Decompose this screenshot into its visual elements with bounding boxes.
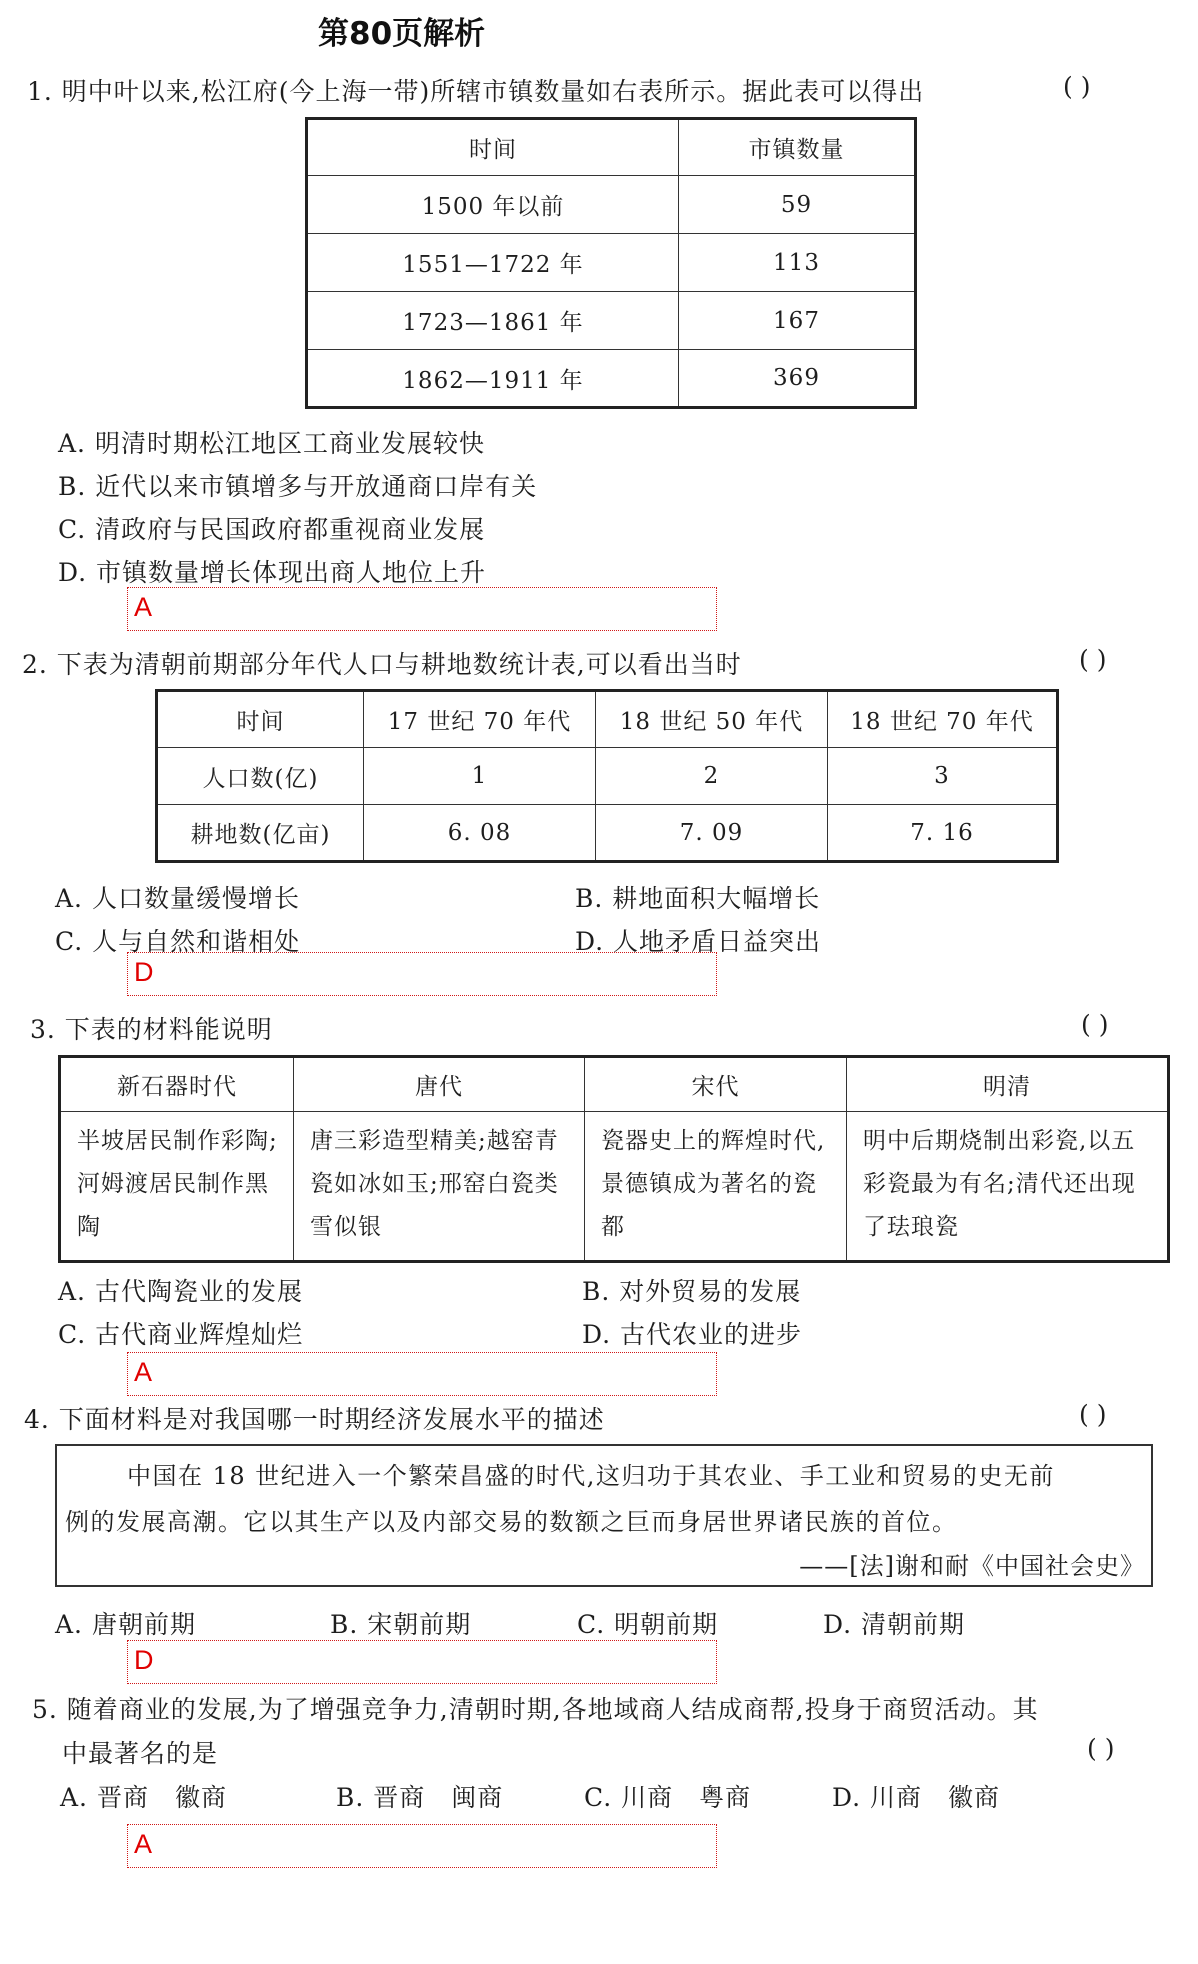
table-cell: 59: [679, 176, 916, 234]
page-title: 第80页解析: [318, 16, 486, 52]
table-cell: 瓷器史上的辉煌时代,景德镇成为著名的瓷都: [585, 1112, 847, 1262]
question-1-table: [305, 117, 917, 409]
table-cell: 唐三彩造型精美;越窑青瓷如冰如玉;邢窑白瓷类雪似银: [294, 1112, 585, 1262]
table-cell: 6. 08: [364, 805, 596, 862]
question-3-answer: A: [134, 1357, 153, 1387]
question-2-option-b: B. 耕地面积大幅增长: [575, 884, 821, 913]
question-1-answer: A: [134, 592, 153, 622]
question-3-table: [58, 1055, 1170, 1263]
quote-text: 例的发展高潮。它以其生产以及内部交易的数额之巨而身居世界诸民族的首位。: [65, 1508, 958, 1536]
question-3-option-a: A. 古代陶瓷业的发展: [58, 1277, 303, 1306]
question-4-option-a: A. 唐朝前期: [55, 1610, 196, 1639]
question-2-answer-bracket: ( ): [1079, 645, 1107, 674]
table-cell: 167: [679, 292, 916, 350]
table-cell: 人口数(亿): [157, 748, 364, 805]
question-5-option-c: C. 川商 粤商: [584, 1783, 752, 1812]
question-5-answer-bracket: ( ): [1087, 1734, 1115, 1763]
table-header-cell: 明清: [847, 1057, 1169, 1112]
question-5-option-a: A. 晋商 徽商: [60, 1783, 227, 1812]
quote-text: 中国在 18 世纪进入一个繁荣昌盛的时代,这归功于其农业、手工业和贸易的史无前: [127, 1462, 1055, 1490]
table-header-cell: 18 世纪 70 年代: [828, 691, 1058, 748]
table-row: [307, 176, 916, 234]
table-cell: 半坡居民制作彩陶;河姆渡居民制作黑陶: [60, 1112, 294, 1262]
table-header-cell: 18 世纪 50 年代: [596, 691, 828, 748]
table-cell: 2: [596, 748, 828, 805]
question-5-stem: 5. 随着商业的发展,为了增强竞争力,清朝时期,各地域商人结成商帮,投身于商贸活动。其: [32, 1695, 1039, 1724]
table-row: [157, 748, 1058, 805]
quote-source: ——[法]谢和耐《中国社会史》: [799, 1552, 1145, 1580]
question-4-option-c: C. 明朝前期: [577, 1610, 719, 1639]
table-row: [60, 1112, 1169, 1262]
question-2-option-d: D. 人地矛盾日益突出: [575, 927, 822, 956]
question-2-table: [155, 689, 1059, 863]
table-cell: 7. 16: [828, 805, 1058, 862]
question-2-option-a: A. 人口数量缓慢增长: [55, 884, 300, 913]
question-1-option-d: D. 市镇数量增长体现出商人地位上升: [58, 558, 487, 587]
question-1-option-c: C. 清政府与民国政府都重视商业发展: [58, 515, 486, 544]
table-cell: 1500 年以前: [307, 176, 679, 234]
question-1-stem: 1. 明中叶以来,松江府(今上海一带)所辖市镇数量如右表所示。据此表可以得出: [27, 77, 925, 106]
question-4-option-b: B. 宋朝前期: [330, 1610, 472, 1639]
question-4-answer: D: [134, 1645, 154, 1675]
table-cell: 耕地数(亿亩): [157, 805, 364, 862]
question-3-option-d: D. 古代农业的进步: [582, 1320, 803, 1349]
table-cell: 1723—1861 年: [307, 292, 679, 350]
question-1-answer-box: [127, 587, 717, 631]
question-4-option-d: D. 清朝前期: [823, 1610, 966, 1639]
question-3-stem: 3. 下表的材料能说明: [30, 1015, 273, 1044]
table-header-cell: 17 世纪 70 年代: [364, 691, 596, 748]
question-3-option-b: B. 对外贸易的发展: [582, 1277, 802, 1306]
question-4-stem: 4. 下面材料是对我国哪一时期经济发展水平的描述: [24, 1405, 605, 1434]
question-4-quote-box: [55, 1444, 1153, 1587]
table-header-cell: 唐代: [294, 1057, 585, 1112]
question-1-option-b: B. 近代以来市镇增多与开放通商口岸有关: [58, 472, 538, 501]
table-cell: 369: [679, 350, 916, 408]
table-cell: 1551—1722 年: [307, 234, 679, 292]
table-cell: 113: [679, 234, 916, 292]
table-header-cell: 新石器时代: [60, 1057, 294, 1112]
question-5-stem-continued: 中最著名的是: [62, 1739, 219, 1768]
question-3-answer-box: [127, 1352, 717, 1396]
table-row: [157, 805, 1058, 862]
question-5-option-d: D. 川商 徽商: [832, 1783, 1001, 1812]
table-cell: 7. 09: [596, 805, 828, 862]
table-row: [307, 350, 916, 408]
question-3-option-c: C. 古代商业辉煌灿烂: [58, 1320, 304, 1349]
table-cell: 明中后期烧制出彩瓷,以五彩瓷最为有名;清代还出现了珐琅瓷: [847, 1112, 1169, 1262]
question-5-option-b: B. 晋商 闽商: [336, 1783, 504, 1812]
question-5-answer: A: [134, 1829, 153, 1859]
question-2-answer-box: [127, 952, 717, 996]
table-header-cell: 市镇数量: [679, 119, 916, 176]
table-cell: 1: [364, 748, 596, 805]
table-row: [307, 234, 916, 292]
table-cell: 1862—1911 年: [307, 350, 679, 408]
question-3-answer-bracket: ( ): [1081, 1010, 1109, 1039]
question-2-answer: D: [134, 957, 154, 987]
question-1-answer-bracket: ( ): [1063, 72, 1091, 101]
question-4-answer-box: [127, 1640, 717, 1684]
table-header-cell: 时间: [307, 119, 679, 176]
table-header-cell: 时间: [157, 691, 364, 748]
table-cell: 3: [828, 748, 1058, 805]
question-4-answer-bracket: ( ): [1079, 1400, 1107, 1429]
table-row: [307, 292, 916, 350]
question-2-stem: 2. 下表为清朝前期部分年代人口与耕地数统计表,可以看出当时: [22, 650, 742, 679]
question-2-option-c: C. 人与自然和谐相处: [55, 927, 301, 956]
question-1-option-a: A. 明清时期松江地区工商业发展较快: [58, 429, 485, 458]
question-5-answer-box: [127, 1824, 717, 1868]
table-header-cell: 宋代: [585, 1057, 847, 1112]
